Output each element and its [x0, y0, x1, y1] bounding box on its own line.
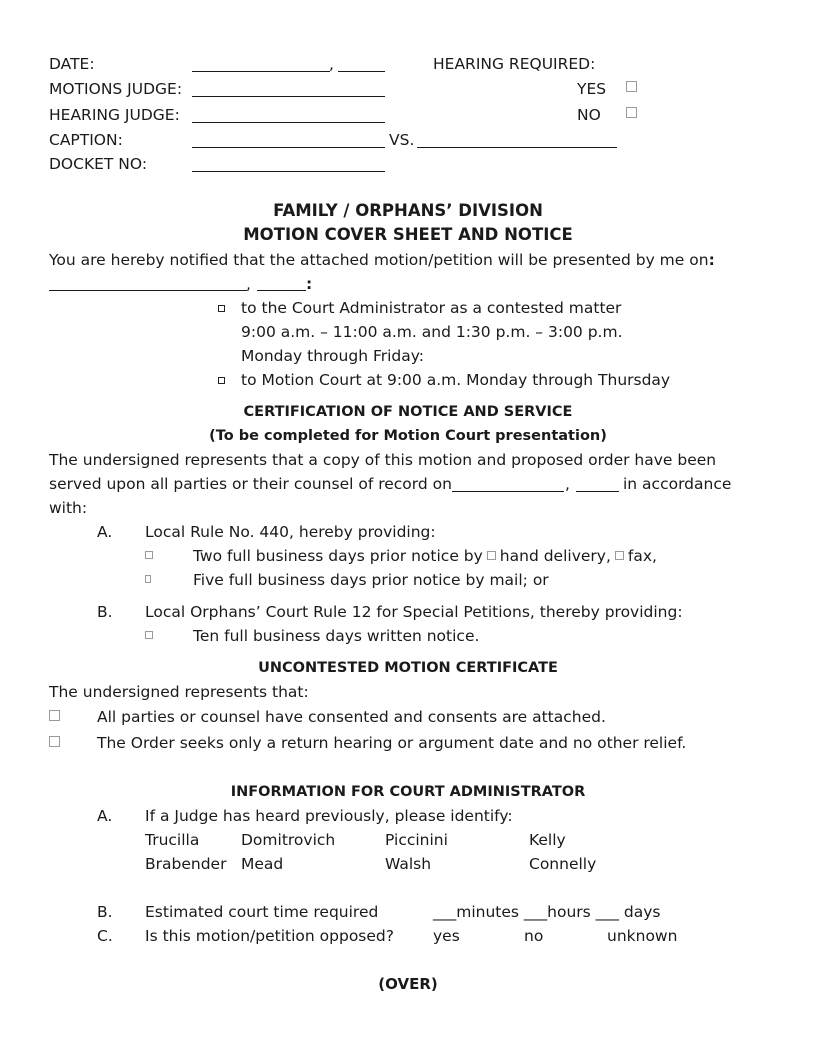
caption-label: CAPTION: — [49, 131, 123, 149]
two-days-checkbox[interactable] — [145, 551, 153, 559]
certification-para-line2a: served upon all parties or their counsel of record on — [49, 475, 452, 493]
opposed-unknown[interactable]: unknown — [607, 927, 678, 945]
admin-b-text: Estimated court time required — [145, 903, 379, 921]
presentation-date-sep: , — [246, 275, 251, 293]
admin-a-letter: A. — [97, 807, 113, 825]
ten-days-checkbox[interactable] — [145, 631, 153, 639]
caption-field-plaintiff[interactable] — [192, 147, 385, 148]
time-required-fields[interactable]: ___minutes ___hours ___ days — [433, 903, 661, 921]
item-b-letter: B. — [97, 603, 113, 621]
judge-piccinini[interactable]: Piccinini — [385, 831, 448, 849]
item-a-text: Local Rule No. 440, hereby providing: — [145, 523, 436, 541]
division-title: FAMILY / ORPHANS’ DIVISION — [273, 201, 543, 220]
consented-checkbox[interactable] — [49, 710, 60, 721]
opposed-yes[interactable]: yes — [433, 927, 460, 945]
motion-court-option: to Motion Court at 9:00 a.m. Monday through Thursday — [241, 371, 671, 389]
certification-para-line3: with: — [49, 499, 88, 517]
judge-kelly[interactable]: Kelly — [529, 831, 566, 849]
over-label: (OVER) — [378, 975, 438, 993]
five-days-option: Five full business days prior notice by mail; or — [193, 571, 549, 589]
service-date-sep: , — [565, 475, 570, 493]
opposed-no[interactable]: no — [524, 927, 544, 945]
item-a-letter: A. — [97, 523, 113, 541]
admin-b-letter: B. — [97, 903, 113, 921]
five-days-checkbox[interactable] — [145, 575, 151, 583]
judge-mead[interactable]: Mead — [241, 855, 284, 873]
court-admin-option-line3: Monday through Friday: — [241, 347, 425, 365]
date-label: DATE: — [49, 55, 95, 73]
certification-para-line1: The undersigned represents that a copy of this motion and proposed order have been — [49, 451, 717, 469]
hearing-judge-label: HEARING JUDGE: — [49, 106, 180, 124]
date-field[interactable] — [192, 71, 330, 72]
hearing-yes-checkbox[interactable] — [626, 81, 637, 92]
court-admin-option-line2: 9:00 a.m. – 11:00 a.m. and 1:30 p.m. – 3:00 p.m. — [241, 323, 623, 341]
hearing-required-label: HEARING REQUIRED: — [433, 55, 596, 73]
judge-brabender[interactable]: Brabender — [145, 855, 227, 873]
vs-label: VS. — [389, 131, 415, 149]
admin-c-text: Is this motion/petition opposed? — [145, 927, 394, 945]
court-admin-option-checkbox[interactable] — [218, 305, 225, 312]
presentation-year-field[interactable] — [257, 290, 306, 291]
docket-label: DOCKET NO: — [49, 155, 148, 173]
judge-walsh[interactable]: Walsh — [385, 855, 432, 873]
presentation-date-colon: : — [306, 275, 313, 293]
year-field[interactable] — [338, 71, 385, 72]
admin-c-letter: C. — [97, 927, 113, 945]
fax-checkbox[interactable] — [615, 551, 624, 560]
motions-judge-label: MOTIONS JUDGE: — [49, 80, 183, 98]
certification-para-line2b: in accordance — [623, 475, 732, 493]
certification-heading: CERTIFICATION OF NOTICE AND SERVICE — [243, 404, 573, 420]
hand-delivery-checkbox[interactable] — [487, 551, 496, 560]
consented-option: All parties or counsel have consented and consents are attached. — [97, 708, 606, 726]
caption-field-defendant[interactable] — [417, 147, 617, 148]
motions-judge-field[interactable] — [192, 96, 385, 97]
court-admin-heading: INFORMATION FOR COURT ADMINISTRATOR — [230, 784, 586, 800]
item-b-text: Local Orphans’ Court Rule 12 for Special Petitions, thereby providing: — [145, 603, 683, 621]
judge-trucilla[interactable]: Trucilla — [145, 831, 200, 849]
admin-a-text: If a Judge has heard previously, please identify: — [145, 807, 513, 825]
date-separator: , — [329, 55, 334, 73]
service-year-field[interactable] — [576, 491, 619, 492]
hearing-judge-field[interactable] — [192, 122, 385, 123]
no-label: NO — [577, 106, 601, 124]
uncontested-heading: UNCONTESTED MOTION CERTIFICATE — [258, 660, 558, 676]
form-title: MOTION COVER SHEET AND NOTICE — [243, 225, 573, 244]
presentation-date-field[interactable] — [49, 290, 247, 291]
yes-label: YES — [577, 80, 607, 98]
return-hearing-checkbox[interactable] — [49, 736, 60, 747]
court-admin-option-line1: to the Court Administrator as a contested matter — [241, 299, 622, 317]
judge-domitrovich[interactable]: Domitrovich — [241, 831, 336, 849]
return-hearing-option: The Order seeks only a return hearing or argument date and no other relief. — [97, 734, 687, 752]
motion-court-option-checkbox[interactable] — [218, 377, 225, 384]
docket-field[interactable] — [192, 171, 385, 172]
judge-connelly[interactable]: Connelly — [529, 855, 597, 873]
two-days-option: Two full business days prior notice by hand delivery, fax, — [193, 547, 657, 565]
ten-days-option: Ten full business days written notice. — [193, 627, 480, 645]
certification-subheading: (To be completed for Motion Court presentation) — [209, 428, 607, 444]
uncontested-intro: The undersigned represents that: — [49, 683, 309, 701]
service-date-field[interactable] — [452, 491, 564, 492]
hearing-no-checkbox[interactable] — [626, 107, 637, 118]
notice-text: You are hereby notified that the attached motion/petition will be presented by me on: — [49, 251, 715, 269]
